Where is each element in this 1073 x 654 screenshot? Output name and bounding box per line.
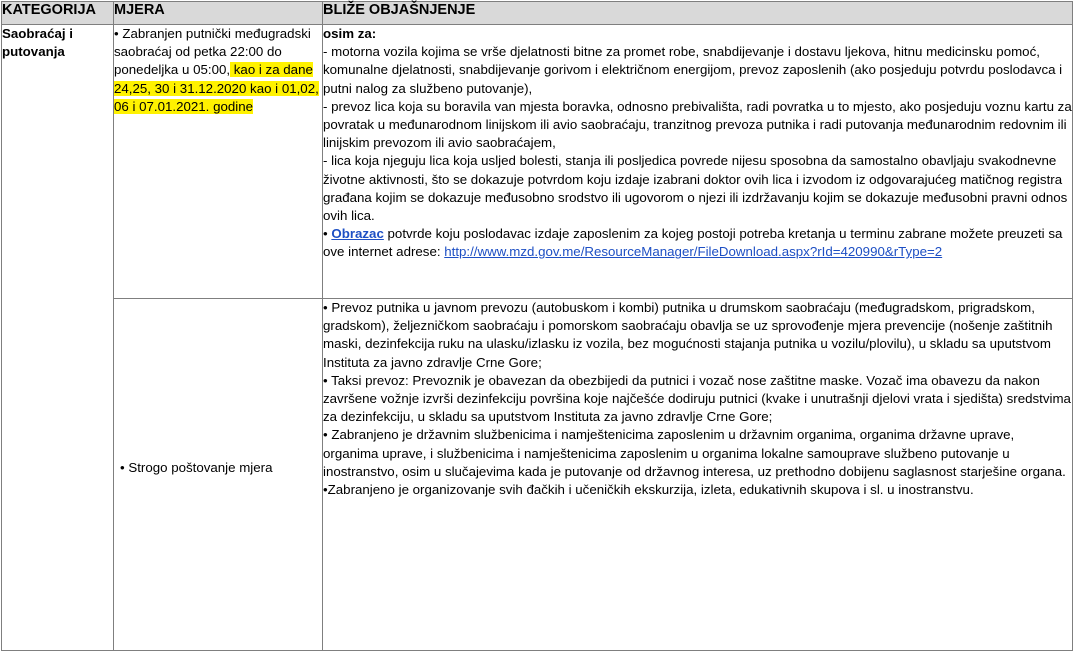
measure-cell: • Strogo poštovanje mjera: [114, 299, 323, 651]
download-url-link[interactable]: http://www.mzd.gov.me/ResourceManager/FileDownload.aspx?rId=420990&rType=2: [444, 244, 943, 260]
rule-item: • Prevoz putnika u javnom prevozu (autobuskom i kombi) putnika u drumskom saobraćaju (međugradskom, prigradskom, gradskom), željezničkom saobraćaju i pomorskom saobraćaju obavlja se uz sprovođenje mjera prevencije (nošenje zaštitnih maski, dezinfekcija ruku na ulasku/izlasku iz vozila, bez mogućnosti stajanja putnika u vozilu/plovilu), u skladu sa uputstvom Instituta za javno zdravlje Crne Gore;: [323, 300, 1053, 370]
highlighted-dates: kao i za dane 24,25, 30 i 31.12.2020 kao i 01,02, 06 i 07.01.2021. godine: [114, 62, 319, 114]
header-kategorija: KATEGORIJA: [2, 2, 114, 25]
header-mjera: MJERA: [114, 2, 323, 25]
rule-item: •Zabranjeno je organizovanje svih đačkih i učeničkih ekskurzija, izleta, edukativnih skupova i sl. u inostranstvu.: [323, 482, 974, 498]
header-objasnjenje: BLIŽE OBJAŠNJENJE: [323, 2, 1073, 25]
rule-item: • Taksi prevoz: Prevoznik je obavezan da obezbijedi da putnici i vozač nose zaštitne maske. Vozač ima obavezu da nakon završene vožnje izvrši dezinfekciju površina koje najčešće dodiruju putnici (kvake i unutrašnji djelovi vrata i sjedišta) sredstvima za dezinfekciju, u skladu sa uputstvom Instituta za javno zdravlje Crne Gore;: [323, 372, 1071, 425]
explanation-cell: [323, 25, 1073, 299]
rule-item: • Zabranjeno je državnim službenicima i namještenicima zaposlenim u državnim organima, organima državne uprave, organima uprave, i službenicima i namještenicima zaposlenim u organima lokalne samouprave službeno putovanje u inostranstvo, osim u slučajevima kada je putovanje od državnog interesa, uz prethodno dobijenu saglasnost starješine organa.: [323, 427, 1066, 479]
measure-cell: [114, 25, 323, 299]
explanation-cell: [323, 299, 1073, 651]
header-row: [2, 2, 1073, 25]
exception-item: - motorna vozila kojima se vrše djelatnosti bitne za promet robe, snabdijevanje i dostavu ljekova, hitnu medicinsku pomoć, komunalne djelatnosti, snabdijevanje gorivom i električnom energijom, prevoz zaposlenih (ako posjeduju potvrdu poslodavca i putni nalog za službeno putovanje),: [323, 44, 1063, 96]
measure-text: • Zabranjen putnički međugradski saobraćaj od petka 22:00 do ponedeljka u 05:00,: [114, 26, 311, 78]
form-note-text: potvrde koju poslodavac izdaje zaposlenim za kojeg postoji potreba kretanja u terminu zabrane možete preuzeti sa ove internet adrese:: [323, 226, 1063, 260]
table-row: [2, 299, 1073, 651]
exception-item: - prevoz lica koja su boravila van mjesta boravka, odnosno prebivališta, radi povratka u to mjesto, ako posjeduju voznu kartu za povratak u međunarodnom linijskom ili avio saobraćaju, tranzitnog prevoza putnika i radi putovanja međunarodnim redovnim ili linijskim prevozom ili avio saobraćajem,: [323, 98, 1072, 151]
exception-item: - lica koja njeguju lica koja usljed bolesti, stanja ili posljedica povrede nijesu sposobna da samostalno obavljaju svakodnevne životne aktivnosti, što se dokazuje potvrdom koju izdaje izabrani doktor ovih lica i izvodom iz odgovarajućeg matičnog registra građana kojim se dokazuje međusobno srodstvo ili ugovorom o njezi ili izdržavanju kojim se dokazuje međusobni pravni odnos ovih lica.: [323, 153, 1068, 224]
category-cell: Saobraćaj i putovanja: [2, 25, 114, 651]
exceptions-intro: osim za:: [323, 26, 377, 41]
form-note: [323, 225, 1072, 261]
bullet: •: [323, 226, 332, 242]
obrazac-link[interactable]: Obrazac: [331, 226, 384, 242]
measures-table: [1, 1, 1073, 651]
table-row: [2, 25, 1073, 299]
